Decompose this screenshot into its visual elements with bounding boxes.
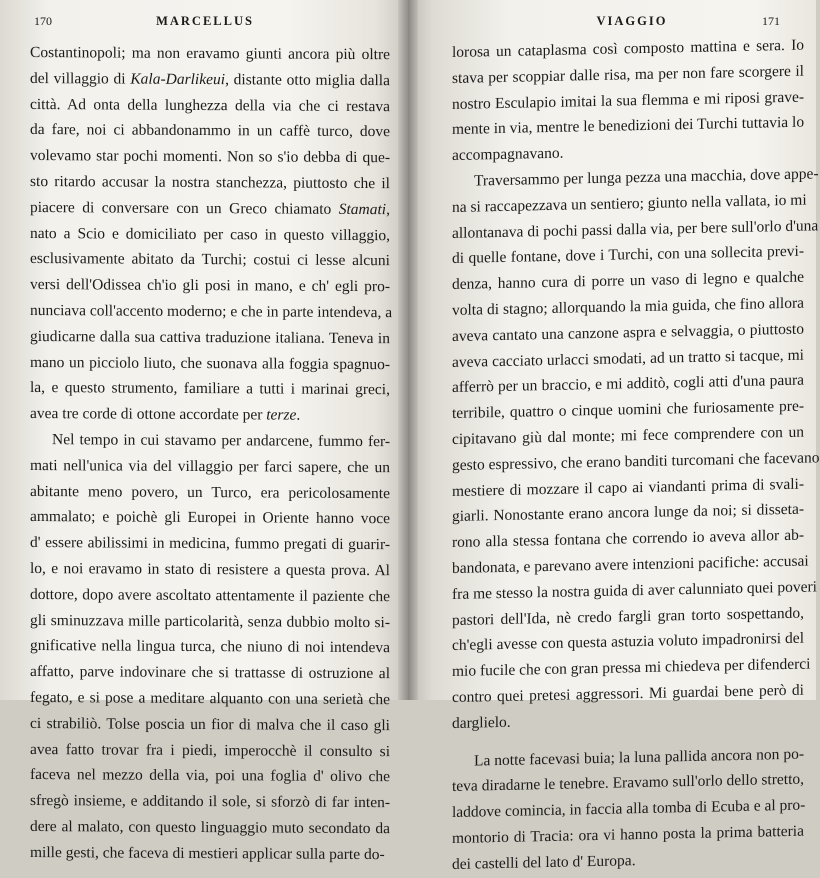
text-line: avea fatto trovar fra i piedi, imperocchè il consulto si	[30, 740, 390, 760]
text-line: volevamo star pochi momenti. Non so s'io debba di que-	[30, 147, 390, 167]
text-line: rono alla stessa fontana che correndo io aveva allor ab-	[452, 526, 804, 552]
text-line: di quelle fontane, dove i Turchi, con una sollecita previ-	[452, 243, 804, 268]
text-line: Nel tempo in cui stavamo per andarcene, fummo fer-	[52, 431, 390, 451]
text-line: mille gesti, che faceva di mestieri applicar sulla parte do-	[30, 843, 385, 863]
text-line: terribile, quattro o cinque uomini che furiosamente pre-	[452, 397, 804, 423]
text-line: mente in via, mentre le benedizioni dei Turchi tuttavia lo	[452, 114, 805, 139]
text-line: teva diradarne le tenebre. Eravamo sull'orlo dello stretto,	[452, 770, 804, 796]
text-line: avea tre corde di ottone accordate per terze.	[30, 405, 301, 424]
text-line: dei castelli del lato d' Europa.	[452, 851, 636, 873]
text-line: contro quei pretesi aggressori. Mi guardai bene però di	[452, 681, 804, 706]
text-line: cipitavano giù dal monte; mi fece comprendere con un	[452, 423, 804, 448]
text-line: giudicarne dalla sua cattiva traduzione italiana. Teneva in	[30, 327, 390, 347]
text-line: nato a Scio e domiciliato per caso in questo villaggio,	[30, 224, 390, 244]
text-line: affatto, parve indovinare che si trattasse di ostruzione al	[30, 663, 390, 683]
right-page-header	[452, 14, 804, 36]
text-line: gli sminuzzava mille particolarità, senza dubbio molto si-	[30, 611, 390, 631]
text-line: sto ritardo accusar la nostra stanchezza, piuttosto che il	[30, 172, 390, 193]
text-line: ch'egli avesse con questa astuzia voluto impadronirsi del	[452, 629, 804, 655]
text-line: lorosa un cataplasma così composto mattina e sera. Io	[452, 36, 804, 61]
text-line: gesto espressivo, che erano banditi turcomani che facevano	[452, 449, 820, 474]
text-line: Traversammo per lunga pezza una macchia, dove appe-	[474, 165, 819, 190]
running-head-left: MARCELLUS	[156, 14, 254, 28]
text-line: d' essere abilissimi in medicina, fummo pregati di guarir-	[30, 534, 390, 554]
text-line: nostro Esculapio imitai la sua flemma e mi riposi grave-	[452, 88, 804, 113]
text-line: città. Ad onta della lunghezza della via che ci restava	[30, 95, 390, 115]
text-line: volta di stagno; allorquando la mia guida, che fino allora	[452, 294, 804, 319]
text-line: esclusivamente abitato da Turchi; costui ci lesse alcuni	[30, 250, 390, 270]
text-line: fegato, e si pose a meditare alquanto con una serietà che	[30, 688, 390, 709]
text-line: gnificative nella lingua turca, che niuno di noi intendeva	[30, 637, 390, 657]
text-line: ammalato; e poichè gli Europei in Oriente hanno voce	[30, 508, 390, 528]
text-line: da fare, noi ci abbandonammo in un caffè turco, dove	[30, 121, 390, 141]
book-gutter	[398, 0, 418, 700]
text-line: mestiere di mozzare il capo ai viandanti prima di svali-	[452, 475, 804, 500]
text-line: aveva cantato una canzone aspra e selvaggia, o piuttosto	[452, 320, 804, 345]
text-line: dere al malato, con questo linguaggio muto secondato da	[30, 817, 390, 838]
text-line: La notte facevasi buia; la luna pallida ancora non po-	[474, 745, 804, 770]
text-line: Costantinopoli; ma non eravamo giunti ancora più oltre	[30, 44, 390, 64]
left-page	[0, 0, 408, 863]
text-line: mio fucile che con gran pressa mi chiedeva per difenderci	[452, 655, 811, 681]
text-line: fra me stesso la nostra guida di aver calunniato quei poveri	[452, 578, 817, 603]
text-line: allontanava di pochi passi dalla via, per bere sull'orlo d'una	[452, 216, 819, 242]
right-page	[408, 0, 820, 873]
text-line: laddove comincia, in faccia alla tomba di Ecuba e al pro-	[452, 796, 806, 822]
text-line: stava per scoppiar dalle risa, ma per non fare scorgere il	[452, 62, 804, 87]
text-line: versi dell'Odissea ch'io gli posi in mano, e ch' egli pro-	[30, 276, 390, 296]
text-line: darglielo.	[452, 713, 511, 732]
text-line: abitante meno povero, un Turco, era pericolosamente	[30, 482, 390, 502]
page-number-right: 171	[761, 14, 780, 28]
running-head-right: VIAGGIO	[596, 14, 668, 28]
text-line: pastori dell'Ida, nè credo fargli gran torto sospettando,	[452, 604, 804, 629]
text-line: aveva cacciato urlacci smodati, ad un tratto si tacque, mi	[452, 346, 804, 371]
left-page-text	[30, 40, 393, 868]
text-line: ci strabiliò. Tolse poscia un fior di malva che il caso gli	[30, 714, 390, 734]
text-line: mati nell'unica via del villaggio per farci sapere, che un	[30, 456, 390, 476]
text-line: montorio di Tracia: ora vi hanno posta la prima batteria	[452, 822, 804, 847]
text-line: sfregò insieme, e additando il sole, si sforzò di far inten-	[30, 792, 390, 812]
text-line: faceva nel mezzo della via, poi una foglia d' olivo che	[30, 766, 390, 786]
text-line: afferrò per un braccio, e mi additò, cogli atti d'una paura	[452, 371, 804, 397]
text-line: la, e questo strumento, familiare a tutti i marinai greci,	[30, 379, 390, 399]
page-number-left: 170	[34, 14, 52, 28]
text-line: bandonata, e parevano avere intenzioni pacifiche: accusai	[452, 552, 809, 577]
text-line: del villaggio di Kala-Darlikeui, distante otto miglia dalla	[30, 69, 390, 89]
right-page-text	[452, 33, 820, 878]
text-line: giarli. Nonostante erano ancora lunge da noi; si disseta-	[452, 500, 804, 526]
text-line: accompagnavano.	[452, 144, 564, 165]
text-line: denza, hanno cura di porre un vaso di legno e qualche	[452, 268, 804, 294]
text-line: dottore, dopo avere ascoltato attentamente il paziente che	[30, 585, 390, 605]
text-line: piacere di conversare con un Greco chiamato Stamati,	[30, 198, 390, 218]
text-line: lo, e noi eravamo in stato di resistere a questa prova. Al	[30, 559, 390, 580]
left-page-header	[30, 14, 390, 36]
text-line: na si raccapezzava un sentiero; giunto nella vallata, io mi	[452, 191, 807, 216]
text-line: mano un picciolo liuto, che suonava alla foggia spagnuo-	[30, 353, 390, 373]
text-line: nunciava coll'accento moderno; e che in parte intendeva, a	[30, 301, 393, 322]
